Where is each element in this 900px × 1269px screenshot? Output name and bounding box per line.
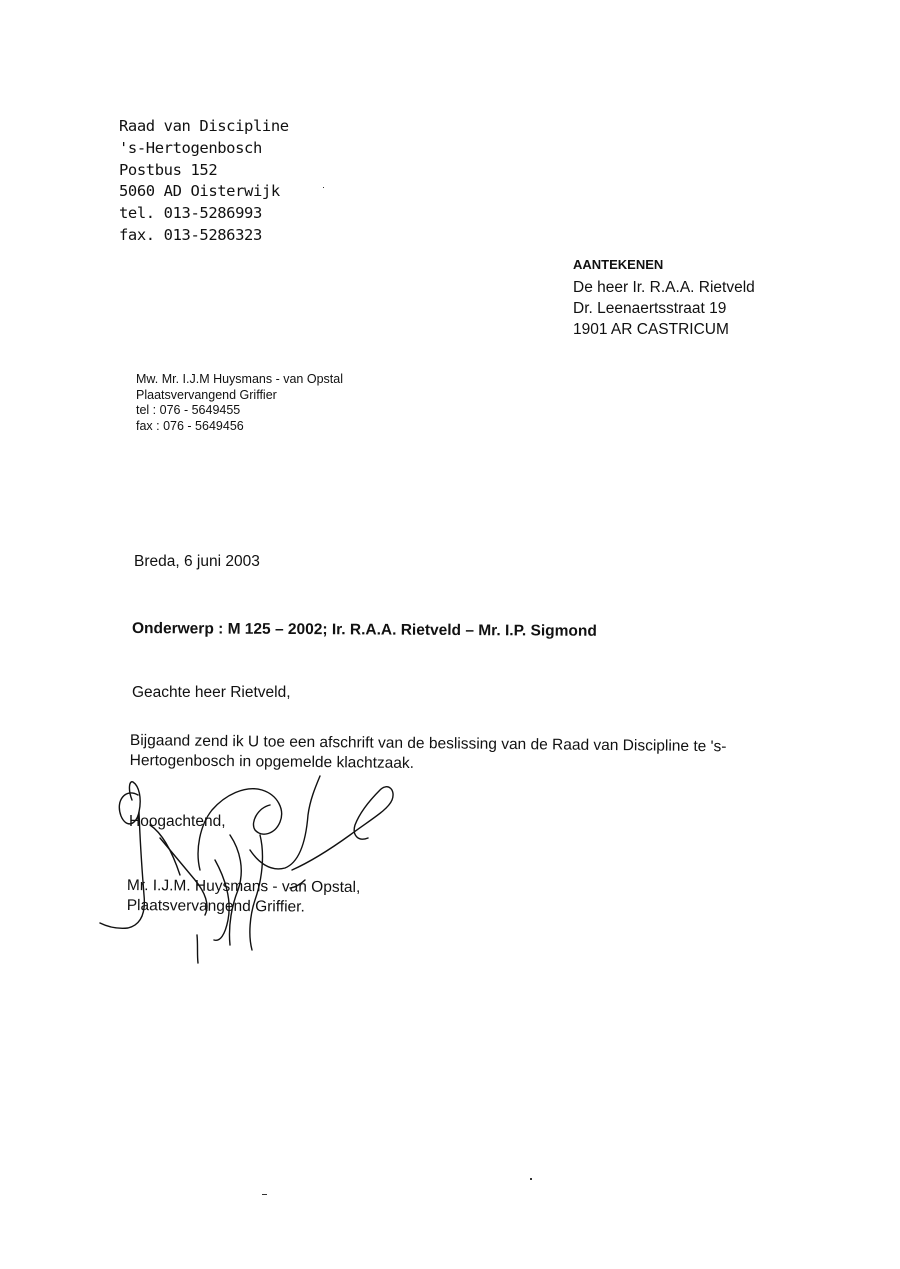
contact-phone: tel : 076 - 5649455 bbox=[136, 403, 241, 417]
sender-address-block bbox=[119, 116, 289, 247]
sender-postbox: Postbus 152 bbox=[119, 160, 218, 179]
letter-subject: Onderwerp : M 125 – 2002; Ir. R.A.A. Rietveld – Mr. I.P. Sigmond bbox=[131, 620, 597, 640]
sender-phone: tel. 013-5286993 bbox=[119, 204, 262, 223]
sender-fax: fax. 013-5286323 bbox=[119, 225, 262, 244]
contact-role: Plaatsvervangend Griffier bbox=[136, 387, 277, 402]
sender-city: 's-Hertogenbosch bbox=[119, 138, 262, 157]
signer-title: Plaatsvervangend Griffier. bbox=[126, 896, 305, 916]
contact-person-block bbox=[136, 372, 343, 434]
salutation: Geachte heer Rietveld, bbox=[132, 684, 291, 701]
letter-date: Breda, 6 juni 2003 bbox=[134, 553, 260, 570]
registered-mail-label: AANTEKENEN bbox=[573, 257, 664, 272]
contact-name: Mw. Mr. I.J.M Huysmans - van Opstal bbox=[136, 372, 343, 386]
letter-body: Bijgaand zend ik U toe een afschrift van de beslissing van de Raad van Discipline te 's-Hertogenbosch in opgemelde klachtzaak. bbox=[129, 731, 727, 772]
recipient-city: 1901 AR CASTRICUM bbox=[573, 321, 729, 338]
sender-postal-code: 5060 AD Oisterwijk bbox=[119, 182, 280, 201]
signer-block bbox=[127, 876, 361, 918]
closing: Hoogachtend, bbox=[129, 813, 226, 830]
recipient-street: Dr. Leenaertsstraat 19 bbox=[573, 300, 727, 317]
recipient-address-block bbox=[573, 254, 755, 340]
sender-name: Raad van Discipline bbox=[119, 117, 289, 135]
signer-name: Mr. I.J.M. Huysmans - van Opstal, bbox=[126, 876, 361, 897]
recipient-name: De heer Ir. R.A.A. Rietveld bbox=[573, 279, 755, 296]
contact-fax: fax : 076 - 5649456 bbox=[136, 418, 244, 433]
